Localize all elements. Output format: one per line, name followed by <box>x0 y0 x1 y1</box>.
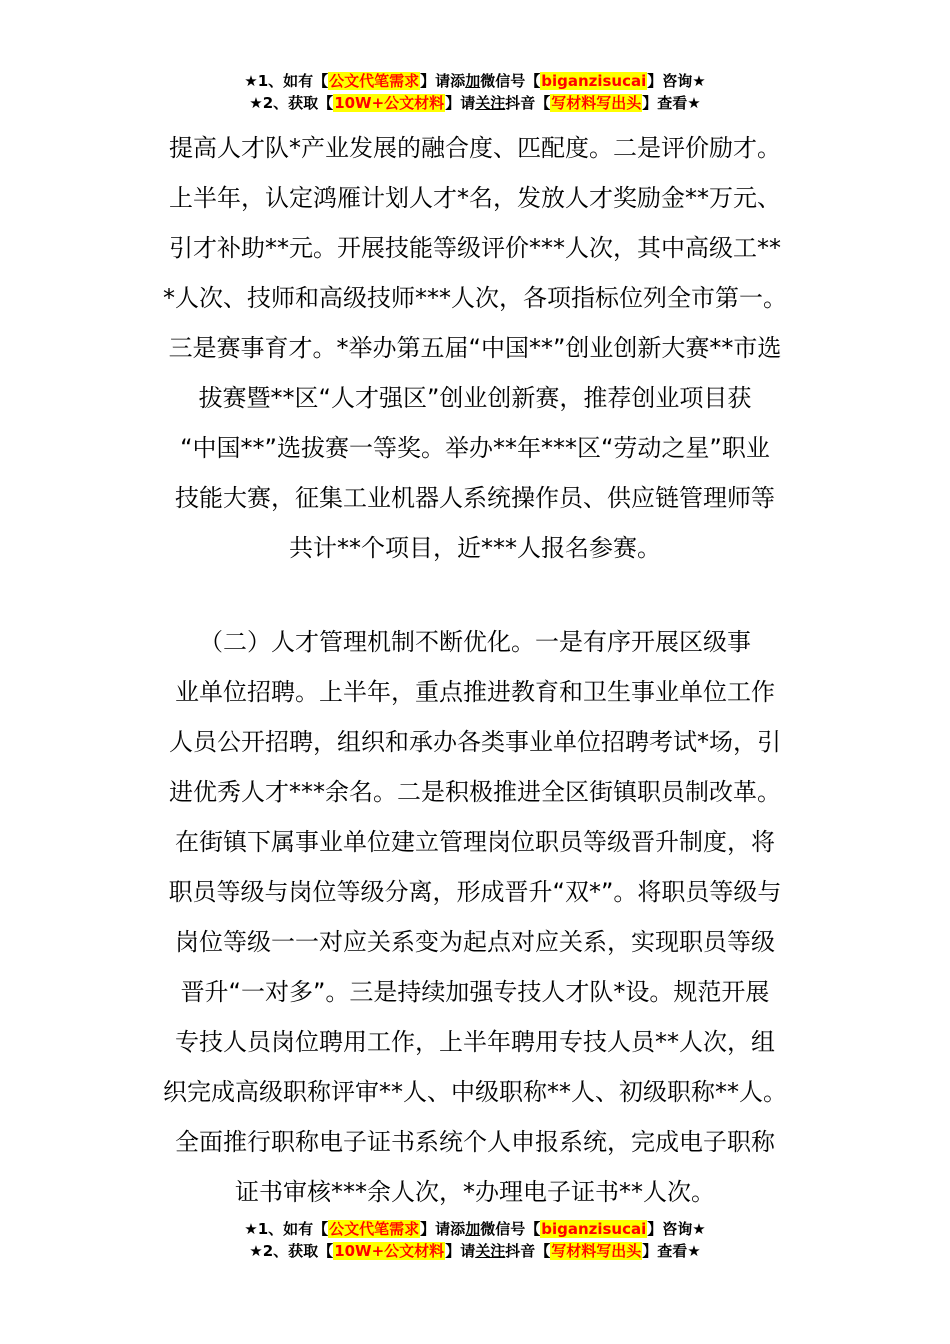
banner-line-2 <box>0 92 950 114</box>
banner-highlight: biganzisucai <box>541 72 647 90</box>
banner-text: 】请 <box>445 94 476 112</box>
banner-text: 】请添 <box>420 72 466 90</box>
banner-highlight: 10W+公文材料 <box>334 1242 445 1260</box>
text-line: 三是赛事育才。*举办第五届“中国**”创业创新大赛**市选 <box>168 334 782 362</box>
paragraph-1 <box>130 123 820 573</box>
text-line: “中国**”选拔赛一等奖。举办**年***区“劳动之星”职业 <box>180 434 770 462</box>
banner-text: 抖音【 <box>505 94 551 112</box>
banner-underline: 关注 <box>475 1242 506 1260</box>
banner-underline: 加 <box>465 1220 481 1238</box>
banner-underline: 关注 <box>475 94 506 112</box>
banner-text: ★2、获取【 <box>249 1242 334 1260</box>
banner-line-1 <box>0 1218 950 1240</box>
text-line: 证书审核***余人次，*办理电子证书**人次。 <box>235 1178 715 1206</box>
banner-text: 抖音【 <box>505 1242 551 1260</box>
text-line: *人次、技师和高级技师***人次，各项指标位列全市第一。 <box>163 284 787 312</box>
text-line: 人员公开招聘，组织和承办各类事业单位招聘考试*场，引 <box>169 728 781 756</box>
text-line: 业单位招聘。上半年，重点推进教育和卫生事业单位工作 <box>175 678 775 706</box>
text-line: 引才补助**元。开展技能等级评价***人次，其中高级工** <box>169 234 781 262</box>
banner-highlight: 写材料写出头 <box>551 94 642 112</box>
text-line: 晋升“一对多”。三是持续加强专技人才队*设。规范开展 <box>180 978 770 1006</box>
text-line: 进优秀人才***余名。二是积极推进全区街镇职员制改革。 <box>169 778 781 806</box>
banner-text: ★1、如有【 <box>244 1220 329 1238</box>
text-line: 在街镇下属事业单位建立管理岗位职员等级晋升制度，将 <box>175 828 775 856</box>
banner-highlight: 写材料写出头 <box>551 1242 642 1260</box>
banner-highlight: 公文代笔需求 <box>329 1220 420 1238</box>
text-line: 岗位等级一一对应关系变为起点对应关系，实现职员等级 <box>175 928 775 956</box>
banner-text: 】查看★ <box>642 1242 701 1260</box>
text-line: 共计**个项目，近***人报名参赛。 <box>289 534 661 562</box>
text-line: 技能大赛，征集工业机器人系统操作员、供应链管理师等 <box>175 484 775 512</box>
banner-underline: 加 <box>465 72 481 90</box>
footer-banner <box>0 1218 950 1262</box>
paragraph-2 <box>130 617 820 1217</box>
banner-text: ★1、如有【 <box>244 72 329 90</box>
banner-line-2 <box>0 1240 950 1262</box>
header-banner <box>0 70 950 114</box>
text-line: 拔赛暨**区“人才强区”创业创新赛，推荐创业项目获 <box>198 384 752 412</box>
text-line: 职员等级与岗位等级分离，形成晋升“双*”。将职员等级与 <box>168 878 782 906</box>
banner-text: 】请添 <box>420 1220 466 1238</box>
text-line: 全面推行职称电子证书系统个人申报系统，完成电子职称 <box>175 1128 775 1156</box>
banner-line-1 <box>0 70 950 92</box>
text-line: 提高人才队*产业发展的融合度、匹配度。二是评价励才。 <box>169 134 781 162</box>
text-line: 上半年，认定鸿雁计划人才*名，发放人才奖励金**万元、 <box>169 184 781 212</box>
banner-text: 微信号【 <box>480 1220 541 1238</box>
banner-highlight: 10W+公文材料 <box>334 94 445 112</box>
banner-text: 微信号【 <box>480 72 541 90</box>
text-line: 织完成高级职称评审**人、中级职称**人、初级职称**人。 <box>163 1078 787 1106</box>
text-line: 专技人员岗位聘用工作，上半年聘用专技人员**人次，组 <box>175 1028 775 1056</box>
banner-text: ★2、获取【 <box>249 94 334 112</box>
banner-text: 】咨询★ <box>647 72 706 90</box>
banner-text: 】请 <box>445 1242 476 1260</box>
banner-highlight: 公文代笔需求 <box>329 72 420 90</box>
banner-highlight: biganzisucai <box>541 1220 647 1238</box>
section-heading-line: （二）人才管理机制不断优化。一是有序开展区级事 <box>199 628 751 656</box>
banner-text: 】咨询★ <box>647 1220 706 1238</box>
banner-text: 】查看★ <box>642 94 701 112</box>
